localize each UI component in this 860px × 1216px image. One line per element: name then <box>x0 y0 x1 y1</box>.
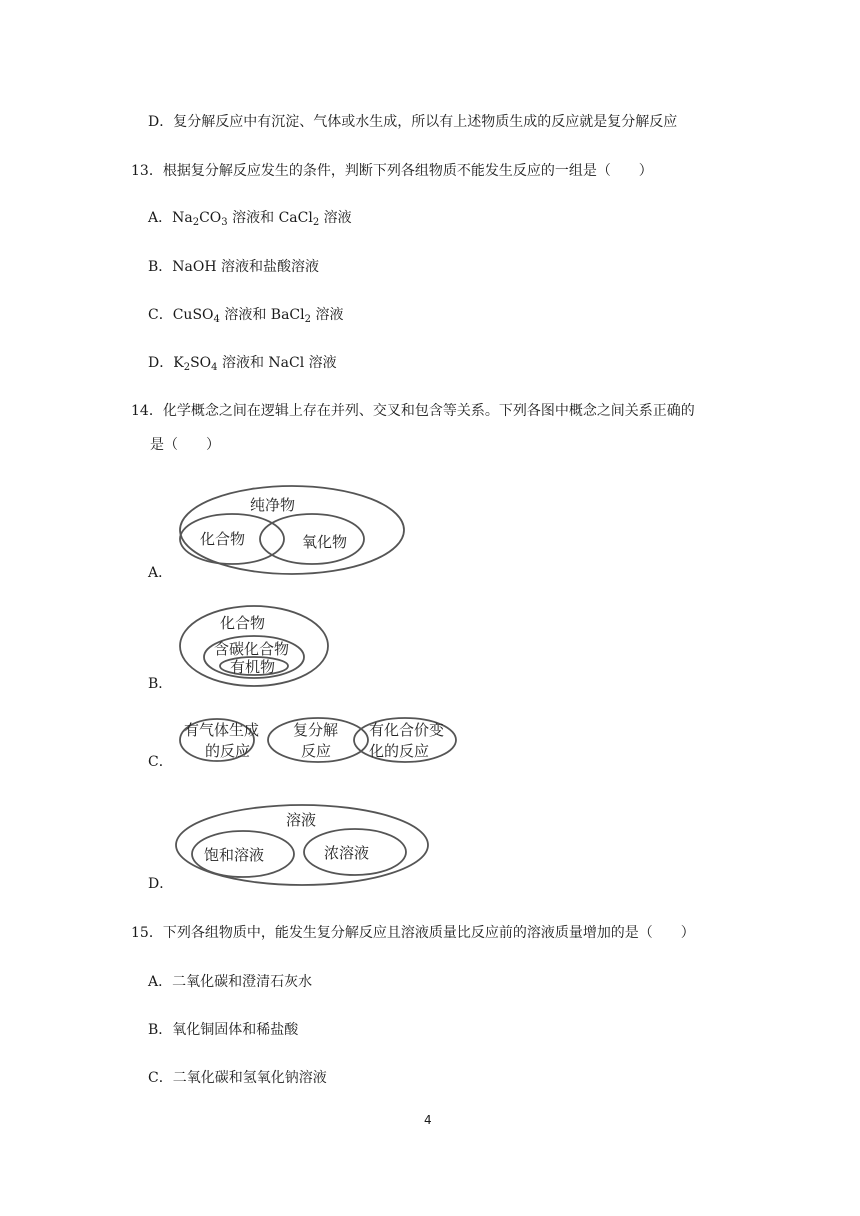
c-left-line2: 的反应 <box>205 742 251 760</box>
b-middle-ellipse <box>204 636 304 678</box>
q13-option-b: B．NaOH 溶液和盐酸溶液 <box>148 259 320 275</box>
d-right-label: 浓溶液 <box>324 844 370 862</box>
a-right-ellipse <box>260 514 364 564</box>
c-right-line1: 有化合价变 <box>369 721 445 739</box>
q14-option-c-label: C． <box>148 754 173 770</box>
b-outer-label: 化合物 <box>220 614 266 632</box>
q13-option-c: C．CuSO$_4$ 溶液和 BaCl$_2$ 溶液 <box>148 307 344 325</box>
c-middle-line1: 复分解 <box>293 721 339 739</box>
d-right-ellipse <box>304 829 406 875</box>
a-right-label: 氧化物 <box>302 533 348 551</box>
q14-stem-line1: 14．化学概念之间在逻辑上存在并列、交叉和包含等关系。下列各图中概念之间关系正确的 <box>131 403 695 419</box>
a-left-label: 化合物 <box>200 530 246 548</box>
a-left-ellipse <box>180 514 284 564</box>
q14-stem-line2: 是（ ） <box>150 437 220 453</box>
c-left-ellipse <box>180 719 254 761</box>
b-outer-ellipse <box>180 606 328 686</box>
page-number: 4 <box>424 1113 432 1127</box>
c-middle-line2: 反应 <box>301 742 332 760</box>
c-right-line2: 化的反应 <box>369 742 430 760</box>
d-left-label: 饱和溶液 <box>204 846 265 864</box>
b-inner-label: 有机物 <box>230 658 276 676</box>
b-middle-label: 含碳化合物 <box>214 640 290 658</box>
q13-option-d: D．$K_2SO_4$ 溶液和 NaCl 溶液 <box>148 355 337 373</box>
c-right-ellipse <box>354 718 456 762</box>
q15-option-b: B．氧化铜固体和稀盐酸 <box>148 1022 299 1038</box>
q14-option-d-label: D． <box>148 876 174 892</box>
d-outer-ellipse <box>176 805 428 885</box>
d-outer-label: 溶液 <box>286 811 317 829</box>
q13-stem: 13．根据复分解反应发生的条件，判断下列各组物质不能发生反应的一组是（ ） <box>131 163 653 179</box>
q12-option-d: D．复分解反应中有沉淀、气体或水生成，所以有上述物质生成的反应就是复分解反应 <box>148 114 678 130</box>
a-outer-ellipse <box>180 486 404 574</box>
q13-option-a: A．$Na_2CO_3$ 溶液和 CaCl$_2$ 溶液 <box>148 210 352 228</box>
a-outer-label: 纯净物 <box>250 496 296 514</box>
q14-option-b-label: B． <box>148 676 173 692</box>
c-left-line1: 有气体生成 <box>184 721 260 739</box>
q15-stem: 15．下列各组物质中，能发生复分解反应且溶液质量比反应前的溶液质量增加的是（ ） <box>131 925 695 941</box>
q14-option-a-label: A． <box>148 565 173 581</box>
b-inner-ellipse <box>220 657 288 675</box>
d-left-ellipse <box>192 831 294 877</box>
q15-option-c: C．二氧化碳和氢氧化钠溶液 <box>148 1070 327 1086</box>
q15-option-a: A．二氧化碳和澄清石灰水 <box>148 974 313 990</box>
c-middle-ellipse <box>268 718 368 762</box>
